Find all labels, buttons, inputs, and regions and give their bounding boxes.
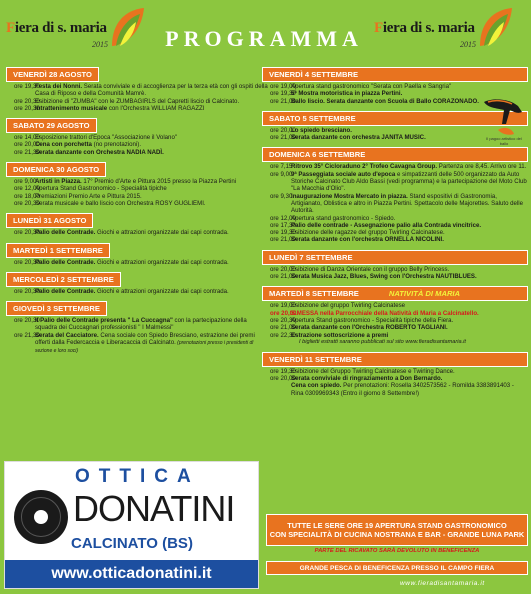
event-text: Giochi e attrazioni organizzate dai capi contrada. (95, 229, 229, 237)
stand-banner: TUTTE LE SERE ORE 19 APERTURA STAND GASTRONOMICO CON SPECIALITÀ DI CUCINA NOSTRANA E BAR - GRANDE LUNA PARK (266, 514, 528, 546)
event-description (35, 134, 268, 141)
day-block (6, 210, 268, 236)
day-heading-text: VENERDÌ 11 SETTEMBRE (269, 354, 362, 364)
event-text: 17° Premio d'Arte e Pittura 2015 presso la Piazza Pertini (81, 178, 237, 186)
event-description (291, 163, 528, 170)
event-text: Partenza ore 8,45. Arrivo ore 11. (437, 163, 527, 171)
event-row (6, 98, 268, 105)
event-time: ore 20,00 (14, 141, 40, 149)
event-time: ore 20,30 (270, 316, 296, 324)
event-title: Festa dei Nonni. (35, 83, 83, 90)
event-text: (no prenotazioni). (91, 141, 142, 149)
event-row (6, 288, 268, 295)
event-time: ore 20,30 (14, 97, 40, 105)
header (0, 0, 531, 62)
event-description (35, 200, 268, 207)
day-heading (6, 162, 106, 177)
event-title: Serata danzante con Orchestra NADIA NADÌ. (35, 148, 164, 156)
day-block (262, 144, 528, 243)
day-block (262, 247, 528, 281)
event-text: Esibizione del Gruppo Twirling Calcinatese e Twirling Dance. (291, 367, 455, 375)
event-time: ore 20,30 (14, 258, 40, 266)
day-heading (262, 250, 528, 265)
event-text: Apertura stand gastronomico "Serata con Paella e Sangria" (291, 83, 452, 90)
event-description (35, 288, 268, 295)
day-block (6, 298, 268, 355)
charity-note: PARTE DEL RICAVATO SARÀ DEVOLUTO IN BENEFICENZA (314, 548, 480, 554)
event-title: Cena con spiedo. (291, 382, 342, 390)
event-text: Serata musicale e ballo liscio con Orchestra ROSY GUGLIEMI. (35, 199, 206, 207)
event-row (6, 332, 268, 356)
event-time: ore 19,30 (14, 83, 40, 90)
shoe-caption: Il pagoo artistico del ballo (486, 136, 522, 146)
event-time: ore 21,00 (270, 324, 296, 332)
event-description (35, 83, 268, 98)
event-description (35, 149, 268, 156)
event-description (35, 193, 268, 200)
event-time: ore 21,00 (270, 236, 296, 244)
day-heading-text: MERCOLEDÌ 2 SETTEMBRE (13, 274, 114, 284)
event-title: 9ª Passeggiata sociale auto d'epoca (291, 170, 396, 178)
event-title: Intrattenimento musicale (35, 104, 108, 112)
event-text: Serata conviviale e di accoglienza per la terza età con gli ospiti della Casa di Riposo e della Comunità Mamrè. (35, 83, 268, 98)
event-row (6, 200, 268, 207)
logo-right: Fiera di s. maria 2015 (372, 6, 522, 56)
fiera-leaf-icon (476, 6, 516, 50)
vinyl-disc-icon (14, 490, 68, 544)
event-time: ore 21,00 (270, 97, 296, 105)
program-left-column (6, 64, 268, 359)
event-time: ore 9,30 (270, 192, 293, 200)
event-text: Esibizione di "ZUMBA" con le ZUMBAGIRLS del Capretti liscio di Calcinato. (35, 97, 240, 105)
event-time: ore 19,00 (270, 83, 296, 90)
event-text: Premiazioni Premio Arte e Pittura 2015. (35, 192, 142, 200)
event-description (35, 332, 268, 356)
event-time: ore 20,30 (14, 199, 40, 207)
event-row (6, 83, 268, 98)
event-time: ore 19,30 (270, 367, 296, 375)
event-note: (prenotazioni presso i presidenti di sezione e loro soci) (35, 340, 254, 355)
event-row (6, 229, 268, 236)
event-row (6, 193, 268, 200)
event-time: ore 12,00 (14, 185, 40, 193)
event-title: Artisti in Piazza. (35, 178, 82, 186)
event-description (291, 215, 528, 222)
event-time (262, 382, 291, 397)
event-description (35, 259, 268, 266)
event-text: Per prenotazioni: Rosella 3402573562 - Romilda 3383891403 - Rina 0309969343 (Entro il giorno 8 Settembre!) (291, 382, 514, 397)
event-time: ore 21,00 (270, 134, 296, 142)
event-text: Giochi e attrazioni organizzate dai capi contrada. (95, 287, 229, 295)
day-heading (262, 352, 528, 367)
day-block (6, 240, 268, 266)
day-block (6, 115, 268, 156)
event-text: Apertura stand gastronomico - Spiedo. (291, 214, 396, 222)
event-time: ore 20,00 (270, 126, 296, 134)
event-text: Giochi e attrazioni organizzate dai capi contrada. (95, 258, 229, 266)
event-time: ore 14,00 (14, 134, 40, 142)
event-description (35, 229, 268, 236)
event-title: Estrazione sottoscrizione a premi (291, 331, 389, 339)
day-heading-text: GIOVEDÌ 3 SETTEMBRE (13, 304, 100, 314)
day-heading-text: MARTEDÌ 8 SETTEMBRE (269, 289, 359, 299)
event-row (262, 171, 528, 193)
event-time: ore 19,00 (270, 302, 296, 310)
event-description (291, 236, 528, 243)
ad-city: CALCINATO (BS) (71, 535, 193, 552)
event-description (291, 222, 528, 229)
event-row (6, 185, 268, 192)
event-time: ore 20,30 (14, 229, 40, 237)
event-description (35, 98, 268, 105)
day-heading-text: LUNEDÌ 31 AGOSTO (13, 216, 87, 226)
event-time: ore 7,15 (270, 163, 293, 171)
event-description (35, 317, 268, 332)
event-text: Cena sociale con Spiedo Bresciano, estrazione dei premi offerti dalla Federcaccia e Liberacaccia di Calcinato. (35, 331, 255, 347)
event-time: ore 9,00 (14, 178, 37, 186)
day-heading (6, 213, 93, 228)
event-title: Ritrovo 35° Cicloraduno 2° Trofeo Cavagna Group. (291, 163, 438, 171)
event-time: ore 21,00 (270, 273, 296, 281)
day-block (262, 349, 528, 397)
day-heading-text: LUNEDÌ 7 SETTEMBRE (269, 252, 353, 262)
event-row (6, 178, 268, 185)
day-block (6, 64, 268, 112)
event-description (35, 178, 268, 185)
event-title: Palio delle contrade - Assegnazione palio alla Contrada vincitrice. (291, 221, 482, 229)
event-row (262, 324, 528, 331)
event-title: Palio delle Contrade. (35, 258, 96, 266)
event-description (291, 332, 528, 339)
event-row (6, 141, 268, 148)
event-row (262, 266, 528, 273)
event-time: ore 20,30 (14, 287, 40, 295)
event-title: Palio delle Contrade. (35, 229, 96, 237)
day-heading (6, 301, 107, 316)
ad-website-link[interactable]: www.otticadonatini.it (5, 560, 258, 588)
event-description (291, 317, 528, 324)
event-time: ore 18,00 (14, 192, 40, 200)
day-note: I biglietti estratti saranno pubblicati sul sito www.fieradisantamaria.it (299, 338, 466, 345)
event-description (291, 273, 528, 280)
event-row (262, 310, 528, 317)
event-time: ore 20,30 (14, 317, 40, 325)
event-time: ore 20,30 (14, 104, 40, 112)
site-link[interactable]: www.fieradisantamaria.it (400, 580, 485, 587)
event-row (262, 368, 528, 375)
event-row (262, 375, 528, 382)
event-title: S.MESSA nella Parrocchiale della Natività di Maria a Calcinatello. (291, 309, 479, 317)
event-row (262, 236, 528, 243)
event-title: Serata conviviale di ringraziamento a Don Bernardo. (291, 375, 443, 383)
day-heading (6, 67, 99, 82)
day-heading-text: VENERDÌ 28 AGOSTO (13, 70, 92, 79)
event-title: Ballo liscio. Serata danzante con Scuola di Ballo CORAZONADO. (291, 97, 479, 105)
event-title: Serata del Cacciatore. (35, 331, 99, 339)
event-description (291, 382, 528, 397)
event-row (262, 302, 528, 309)
day-heading-text: VENERDÌ 4 SETTEMBRE (269, 70, 359, 79)
event-row (262, 163, 528, 170)
event-row (6, 317, 268, 332)
event-text: Apertura Stand Gastronomico - Specialità tipiche (35, 185, 167, 193)
event-time: ore 9,00 (270, 170, 293, 178)
day-heading-text: MARTEDÌ 1 SETTEMBRE (13, 245, 103, 255)
event-title: Serata Musica Jazz, Blues, Swing con l'Orchestra NAUTIBLUES. (291, 273, 477, 281)
event-description (291, 368, 528, 375)
day-block (6, 269, 268, 295)
event-text: con l'Orchestra WILLIAM RAGAZZI (107, 104, 205, 112)
page-title: PROGRAMMA (165, 26, 363, 51)
event-time: ore 20,00 (270, 309, 297, 317)
event-time: ore 20,00 (270, 265, 296, 273)
event-text: Stand espositivi di Gastronomia, Artigianato, Oblistica e altro in Piazza Pertini. Spettacolo delle Majorettes. Saluto delle Autorità. (291, 192, 524, 215)
event-description (35, 141, 268, 148)
event-description (291, 193, 528, 215)
event-time: ore 22,30 (270, 331, 296, 339)
event-text: Apertura Stand gastronomico - Specialità tipiche della Fiera. (291, 316, 454, 324)
day-accent: NATIVITÀ DI MARIA (388, 289, 461, 299)
event-title: Serata danzante con l'Orchestra ROBERTO TAGLIANI. (291, 324, 448, 332)
event-text: con la partecipazione della squadra dei Cuccagnari professionisti " I Malmessi" (35, 317, 247, 332)
event-title: Palio delle Contrade. (35, 287, 96, 295)
event-title: Cena con porchetta (35, 141, 92, 149)
event-text: Esibizione del gruppo Twirling Calcinatese (291, 302, 406, 310)
event-description (291, 266, 528, 273)
day-heading (6, 118, 97, 133)
event-description (291, 171, 528, 193)
event-description (291, 324, 528, 331)
event-title: Serata danzante con l'orchestra ORNELLA NICOLINI. (291, 236, 444, 244)
event-time: ore 12,00 (270, 214, 296, 222)
event-title: Inaugurazione Mostra Mercato in piazza. (291, 192, 408, 200)
event-description (35, 185, 268, 192)
day-block (262, 283, 528, 345)
event-description (35, 105, 268, 112)
day-heading-text: SABATO 5 SETTEMBRE (269, 113, 356, 123)
event-row (262, 332, 528, 339)
event-description (291, 310, 528, 317)
event-row (262, 193, 528, 215)
event-row (6, 134, 268, 141)
event-row (6, 149, 268, 156)
event-description (291, 229, 528, 236)
event-text: e simpatizzanti delle 500 organizzato da Auto Storiche Calcinato Club Aldo Bassi (vedi programma) e la partecipazione del Moto Club "La Macchia d'Olio". (291, 170, 527, 193)
event-title: Lo spiedo bresciano. (291, 126, 352, 134)
event-time: ore 20,00 (270, 375, 296, 383)
event-title: Serata danzante con orchestra JANITA MUSIC. (291, 134, 426, 142)
event-text: Esibizione di Danza Orientale con il gruppo Belly Princess. (291, 265, 450, 273)
logo-left: Fiera di s. maria 2015 (4, 6, 154, 56)
ad-brand-name: DONATINI (73, 488, 235, 529)
event-row (262, 229, 528, 236)
event-time: ore 21,30 (14, 148, 40, 156)
event-row (262, 215, 528, 222)
day-heading (6, 272, 121, 287)
day-block (6, 159, 268, 207)
event-row (6, 259, 268, 266)
event-title: Il Palio delle Contrade presenta " La Cuccagna" (35, 317, 173, 325)
day-heading-text: SABATO 29 AGOSTO (13, 121, 90, 131)
day-heading-text: DOMENICA 30 AGOSTO (13, 165, 100, 175)
event-text: Esposizione trattori d'Epoca "Associazione il Volano" (35, 134, 178, 142)
event-time: ore 19,30 (270, 90, 296, 98)
event-row (262, 222, 528, 229)
event-row (262, 317, 528, 324)
event-title: 5ª Mostra motoristica in piazza Pertini. (291, 90, 403, 98)
optician-ad (4, 461, 259, 589)
event-row (262, 382, 528, 397)
charity-banner: GRANDE PESCA DI BENEFICENZA PRESSO IL CAMPO FIERA (266, 561, 528, 575)
fiera-leaf-icon (108, 6, 148, 50)
event-description (291, 302, 528, 309)
event-row (6, 105, 268, 112)
event-text: Esibizione delle ragazze del gruppo Twirling Calcinatese. (291, 229, 445, 237)
day-heading (262, 286, 528, 301)
event-time: ore 21,30 (14, 331, 40, 339)
event-time: ore 19,30 (270, 229, 296, 237)
event-time: ore 17,30 (270, 221, 296, 229)
event-row (262, 273, 528, 280)
day-heading-text: DOMENICA 6 SETTEMBRE (269, 150, 366, 160)
ad-top-text: OTTICA (75, 466, 200, 487)
day-heading (6, 243, 110, 258)
event-description (291, 375, 528, 382)
